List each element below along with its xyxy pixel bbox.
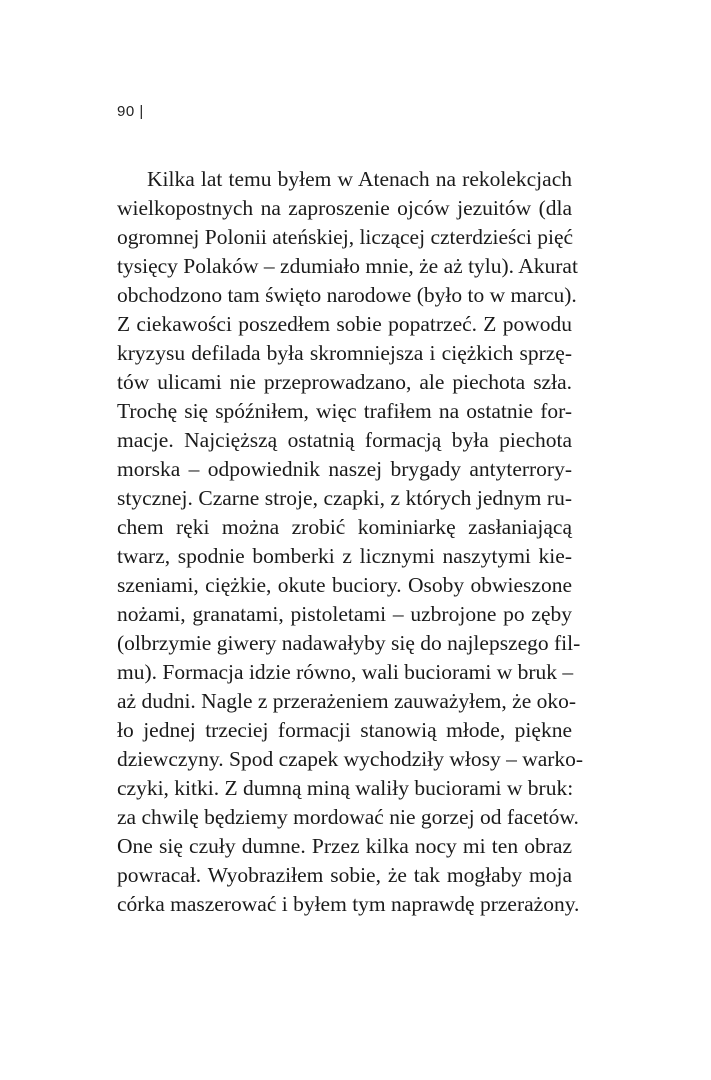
text-line: Z ciekawości poszedłem sobie popatrzeć. Z powodu [117, 312, 572, 336]
text-line: dziewczyny. Spod czapek wychodziły włosy – warko- [117, 747, 584, 771]
text-line: Trochę się spóźniłem, więc trafiłem na ostatnie for- [117, 399, 572, 423]
text-line: One się czuły dumne. Przez kilka nocy mi ten obraz [117, 834, 572, 858]
body-paragraph [117, 165, 584, 919]
text-line: szeniami, ciężkie, okute buciory. Osoby obwieszone [117, 573, 572, 597]
text-line: ło jednej trzeciej formacji stanowią młode, piękne [117, 718, 572, 742]
text-line: chem ręki można zrobić kominiarkę zasłaniającą [117, 515, 572, 539]
text-line: macje. Najcięższą ostatnią formacją była piechota [117, 428, 572, 452]
text-line: kryzysu defilada była skromniejsza i ciężkich sprzę- [117, 341, 572, 365]
text-line: morska – odpowiednik naszej brygady antyterrory- [117, 457, 572, 481]
text-line: za chwilę będziemy mordować nie gorzej od facetów. [117, 805, 579, 829]
text-line: (olbrzymie giwery nadawałyby się do najlepszego fil- [117, 631, 581, 655]
text-line: stycznej. Czarne stroje, czapki, z których jednym ru- [117, 486, 572, 510]
text-line: Kilka lat temu byłem w Atenach na rekolekcjach [147, 167, 572, 191]
text-line: mu). Formacja idzie równo, wali buciorami w bruk – [117, 660, 574, 684]
text-line: córka maszerować i byłem tym naprawdę przerażony. [117, 892, 580, 916]
text-line: powracał. Wyobraziłem sobie, że tak mogłaby moja [117, 863, 572, 887]
text-line: ogromnej Polonii ateńskiej, liczącej czterdzieści pięć [117, 225, 574, 249]
text-line: twarz, spodnie bomberki z licznymi naszytymi kie- [117, 544, 572, 568]
text-line: wielkopostnych na zaproszenie ojców jezuitów (dla [117, 196, 572, 220]
text-line: czyki, kitki. Z dumną miną waliły buciorami w bruk: [117, 776, 574, 800]
text-line: obchodzono tam święto narodowe (było to w marcu). [117, 283, 577, 307]
page-number: 90 | [117, 103, 144, 120]
text-line: tysięcy Polaków – zdumiało mnie, że aż tylu). Akurat [117, 254, 578, 278]
text-line: aż dudni. Nagle z przerażeniem zauważyłem, że oko- [117, 689, 577, 713]
text-line: nożami, granatami, pistoletami – uzbrojone po zęby [117, 602, 572, 626]
text-line: tów ulicami nie przeprowadzano, ale piechota szła. [117, 370, 572, 394]
